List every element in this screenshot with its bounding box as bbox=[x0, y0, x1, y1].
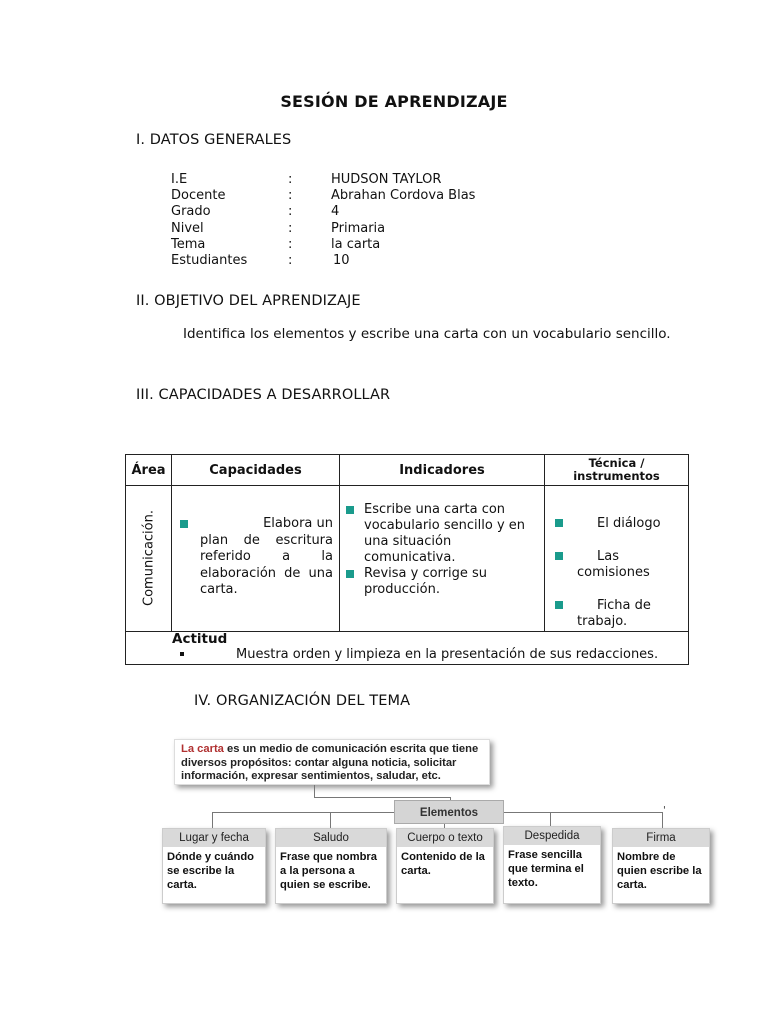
header-tecnica bbox=[545, 455, 689, 486]
box-text: Frase que nombra a la persona a quien se escribe. bbox=[280, 851, 377, 891]
datos-row bbox=[171, 221, 475, 237]
tecnica-text: El diálogo bbox=[597, 516, 661, 531]
stray-mark: ' bbox=[663, 805, 666, 816]
elementos-label: Elementos bbox=[394, 800, 504, 824]
indicador-text: Escribe una carta con vocabulario sencillo y en una situación comunicativa. bbox=[364, 502, 526, 565]
connector-line bbox=[330, 812, 331, 828]
datos-colon: : bbox=[288, 220, 293, 236]
diagram-box-lugar-fecha bbox=[162, 828, 266, 904]
tecnica-text: Las bbox=[597, 548, 619, 564]
section-organizacion: IV. ORGANIZACIÓN DEL TEMA bbox=[194, 693, 411, 709]
square-bullet-icon bbox=[346, 506, 354, 514]
diagram-intro-box bbox=[174, 739, 490, 785]
connector-line bbox=[314, 797, 450, 798]
datos-value: 10 bbox=[333, 252, 350, 268]
box-header: Firma bbox=[613, 829, 709, 847]
square-bullet-icon bbox=[346, 570, 354, 578]
header-tecnica-line1: Técnica / bbox=[588, 456, 645, 470]
actitud-cell bbox=[126, 631, 689, 664]
datos-key: Tema bbox=[171, 236, 206, 252]
list-item bbox=[346, 566, 538, 598]
datos-row bbox=[171, 172, 475, 188]
square-bullet-icon bbox=[555, 519, 563, 527]
actitud-label: Actitud bbox=[172, 630, 228, 647]
datos-generales-list bbox=[171, 172, 475, 269]
area-label: Comunicación. bbox=[141, 510, 156, 606]
datos-key: Grado bbox=[171, 204, 211, 220]
datos-value: Primaria bbox=[331, 220, 386, 236]
datos-key: Estudiantes bbox=[171, 252, 248, 268]
connector-line bbox=[314, 785, 315, 797]
datos-key: I.E bbox=[171, 172, 188, 187]
list-item bbox=[555, 598, 684, 631]
datos-row bbox=[171, 188, 475, 204]
section-datos-generales: I. DATOS GENERALES bbox=[136, 132, 292, 148]
datos-key: Nivel bbox=[171, 220, 204, 236]
datos-colon: : bbox=[288, 188, 293, 204]
datos-row bbox=[171, 253, 475, 269]
datos-row bbox=[171, 204, 475, 220]
box-header: Lugar y fecha bbox=[163, 829, 265, 847]
objetivo-text: Identifica los elementos y escribe una carta con un vocabulario sencillo. bbox=[183, 326, 671, 342]
square-bullet-icon bbox=[555, 601, 563, 609]
square-bullet-icon bbox=[555, 552, 563, 560]
datos-value: Abrahan Cordova Blas bbox=[331, 188, 476, 204]
datos-value: HUDSON TAYLOR bbox=[331, 172, 442, 187]
tecnica-text-cont: trabajo. bbox=[577, 614, 628, 629]
table-row bbox=[126, 486, 689, 632]
box-text: Contenido de la carta. bbox=[401, 851, 485, 877]
datos-colon: : bbox=[288, 172, 293, 187]
tecnica-text-cont: comisiones bbox=[577, 565, 650, 580]
indicadores-cell bbox=[340, 486, 545, 632]
list-item bbox=[555, 549, 684, 582]
capacidad-line1: Elabora un bbox=[263, 516, 333, 531]
list-item bbox=[555, 516, 684, 533]
box-header: Despedida bbox=[504, 827, 600, 845]
datos-key: Docente bbox=[171, 188, 226, 204]
small-square-bullet-icon bbox=[180, 652, 184, 656]
section-objetivo: II. OBJETIVO DEL APRENDIZAJE bbox=[136, 293, 361, 309]
area-cell bbox=[126, 486, 172, 632]
diagram-box-saludo bbox=[275, 828, 387, 904]
datos-colon: : bbox=[288, 204, 293, 220]
diagram-box-despedida bbox=[503, 826, 601, 904]
connector-line bbox=[212, 812, 213, 828]
diagram-box-cuerpo bbox=[396, 828, 494, 904]
box-text: Frase sencilla que termina el texto. bbox=[508, 849, 584, 889]
actitud-row bbox=[126, 631, 689, 664]
box-text: Nombre de quien escribe la carta. bbox=[617, 851, 702, 891]
square-bullet-icon bbox=[180, 520, 188, 528]
box-header: Cuerpo o texto bbox=[397, 829, 493, 847]
page-title: SESIÓN DE APRENDIZAJE bbox=[280, 92, 508, 111]
capacidades-cell bbox=[172, 486, 340, 632]
datos-value: la carta bbox=[331, 236, 381, 252]
indicador-text: Revisa y corrige su producción. bbox=[364, 566, 488, 597]
header-area: Área bbox=[126, 455, 172, 486]
intro-text: es un medio de comunicación escrita que tiene diversos propósitos: contar alguna noticia, solicitar información, expresar sentimientos, saludar, etc. bbox=[181, 743, 479, 782]
diagram-box-firma bbox=[612, 828, 710, 904]
list-item bbox=[346, 502, 538, 566]
datos-colon: : bbox=[288, 236, 293, 252]
intro-highlight: La carta bbox=[181, 743, 224, 755]
actitud-text: Muestra orden y limpieza en la presentación de sus redacciones. bbox=[236, 646, 659, 662]
capacidades-table bbox=[125, 454, 689, 665]
tecnica-text: Ficha de bbox=[597, 597, 651, 613]
datos-value: 4 bbox=[331, 204, 340, 220]
capacidad-text: plan de escritura referido a la elaboración de una carta. bbox=[200, 532, 333, 597]
header-indicadores: Indicadores bbox=[340, 455, 545, 486]
box-header: Saludo bbox=[276, 829, 386, 847]
datos-colon: : bbox=[288, 252, 293, 268]
tecnica-cell bbox=[545, 486, 689, 632]
section-capacidades: III. CAPACIDADES A DESARROLLAR bbox=[136, 387, 391, 403]
datos-row bbox=[171, 237, 475, 253]
header-capacidades: Capacidades bbox=[172, 455, 340, 486]
box-text: Dónde y cuándo se escribe la carta. bbox=[167, 851, 255, 891]
table-header-row bbox=[126, 455, 689, 486]
header-tecnica-line2: instrumentos bbox=[573, 469, 660, 483]
